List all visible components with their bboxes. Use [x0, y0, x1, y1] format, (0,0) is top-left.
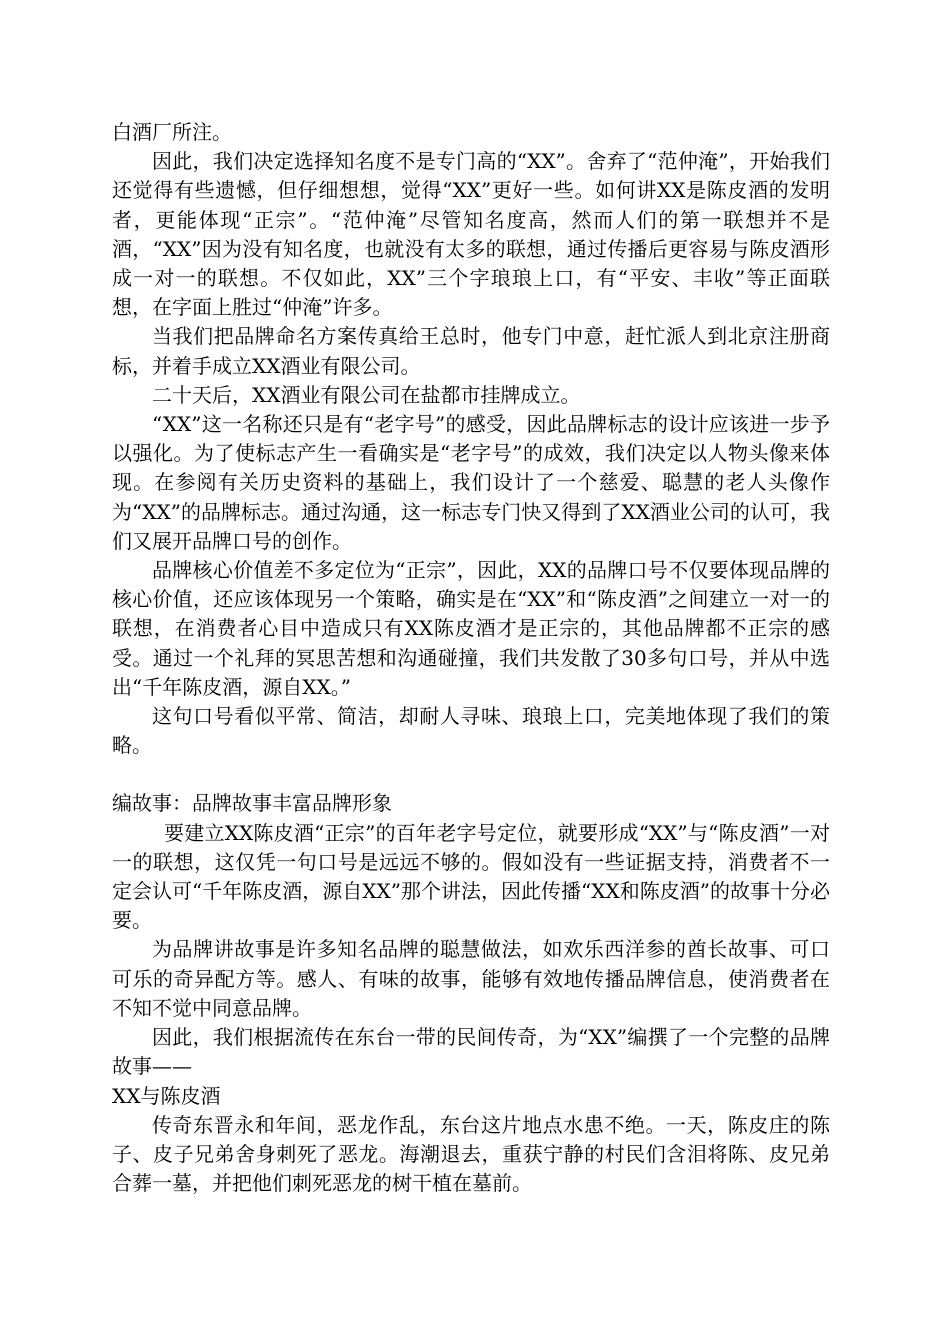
paragraph-trademark-registration: 当我们把品牌命名方案传真给王总时，他专门中意，赶忙派人到北京注册商标，并着手成立XX酒业有限公司。 — [112, 324, 830, 378]
paragraph-brand-slogan: 品牌核心价值差不多定位为“正宗”，因此，XX的品牌口号不仅要体现品牌的核心价值，还应该体现另一个策略，确实是在“XX”和“陈皮酒”之间建立一对一的联想，在消费者心目中造成只有XX陈皮酒才是正宗的，其他品牌都不正宗的感受。通过一个礼拜的冥思苦想和沟通碰撞，我们共发散了30多句口号，并从中选出“千年陈皮酒，源自XX。” — [112, 558, 830, 699]
paragraph-story-examples: 为品牌讲故事是许多知名品牌的聪慧做法，如欢乐西洋参的酋长故事、可口可乐的奇异配方等。感人、有味的故事，能够有效地传播品牌信息，使消费者在不知不觉中同意品牌。 — [112, 937, 830, 1020]
paragraph-brand-logo: “XX”这一名称还只是有“老字号”的感受，因此品牌标志的设计应该进一步予以强化。为了使标志产生一看确实是“老字号”的成效，我们决定以人物头像来体现。在参阅有关历史资料的基础上，我们设计了一个慈爱、聪慧的老人头像作为“XX”的品牌标志。通过沟通，这一标志专门快又得到了XX酒业公司的认可，我们又展开品牌口号的创作。 — [112, 412, 830, 553]
paragraph-story-intro: 因此，我们根据流传在东台一带的民间传奇，为“XX”编撰了一个完整的品牌故事—— — [112, 1025, 830, 1079]
paragraph-story-legend: 传奇东晋永和年间，恶龙作乱，东台这片地点水患不绝。一天，陈皮庄的陈子、皮子兄弟舍身刺死了恶龙。海潮退去，重获宁静的村民们含泪将陈、皮兄弟合葬一墓，并把他们刺死恶龙的树干植在墓前。 — [112, 1112, 830, 1196]
story-title: XX与陈皮酒 — [112, 1083, 221, 1108]
section-heading: 编故事：品牌故事丰富品牌形象 — [112, 791, 392, 816]
paragraph-brand-name-choice: 因此，我们决定选择知名度不是专门高的“XX”。舍弃了“范仲淹”，开始我们还觉得有些遗憾，但仔细想想，觉得“XX”更好一些。如何讲XX是陈皮酒的发明者，更能体现“正宗”。“范仲淹”尽管知名度高，然而人们的第一联想并不是酒，“XX”因为没有知名度，也就没有太多的联想，通过传播后更容易与陈皮酒形成一对一的联想。不仅如此，XX”三个字琅琅上口，有“平安、丰收”等正面联想，在字面上胜过“仲淹”许多。 — [112, 149, 830, 320]
document-page — [112, 118, 830, 1198]
paragraph-slogan-summary: 这句口号看似平常、简洁，却耐人寻味、琅琅上口，完美地体现了我们的策略。 — [112, 704, 830, 758]
section-spacer — [112, 760, 830, 789]
paragraph-continuation: 白酒厂所注。 — [112, 120, 232, 144]
paragraph-story-purpose: 要建立XX陈皮酒“正宗”的百年老字号定位，就要形成“XX”与“陈皮酒”一对一的联想，这仅凭一句口号是远远不够的。假如没有一些证据支持，消费者不一定会认可“千年陈皮酒，源自XX”那个讲法，因此传播“XX和陈皮酒”的故事十分必要。 — [112, 820, 830, 933]
paragraph-company-founded: 二十天后，XX酒业有限公司在盐都市挂牌成立。 — [152, 382, 581, 407]
